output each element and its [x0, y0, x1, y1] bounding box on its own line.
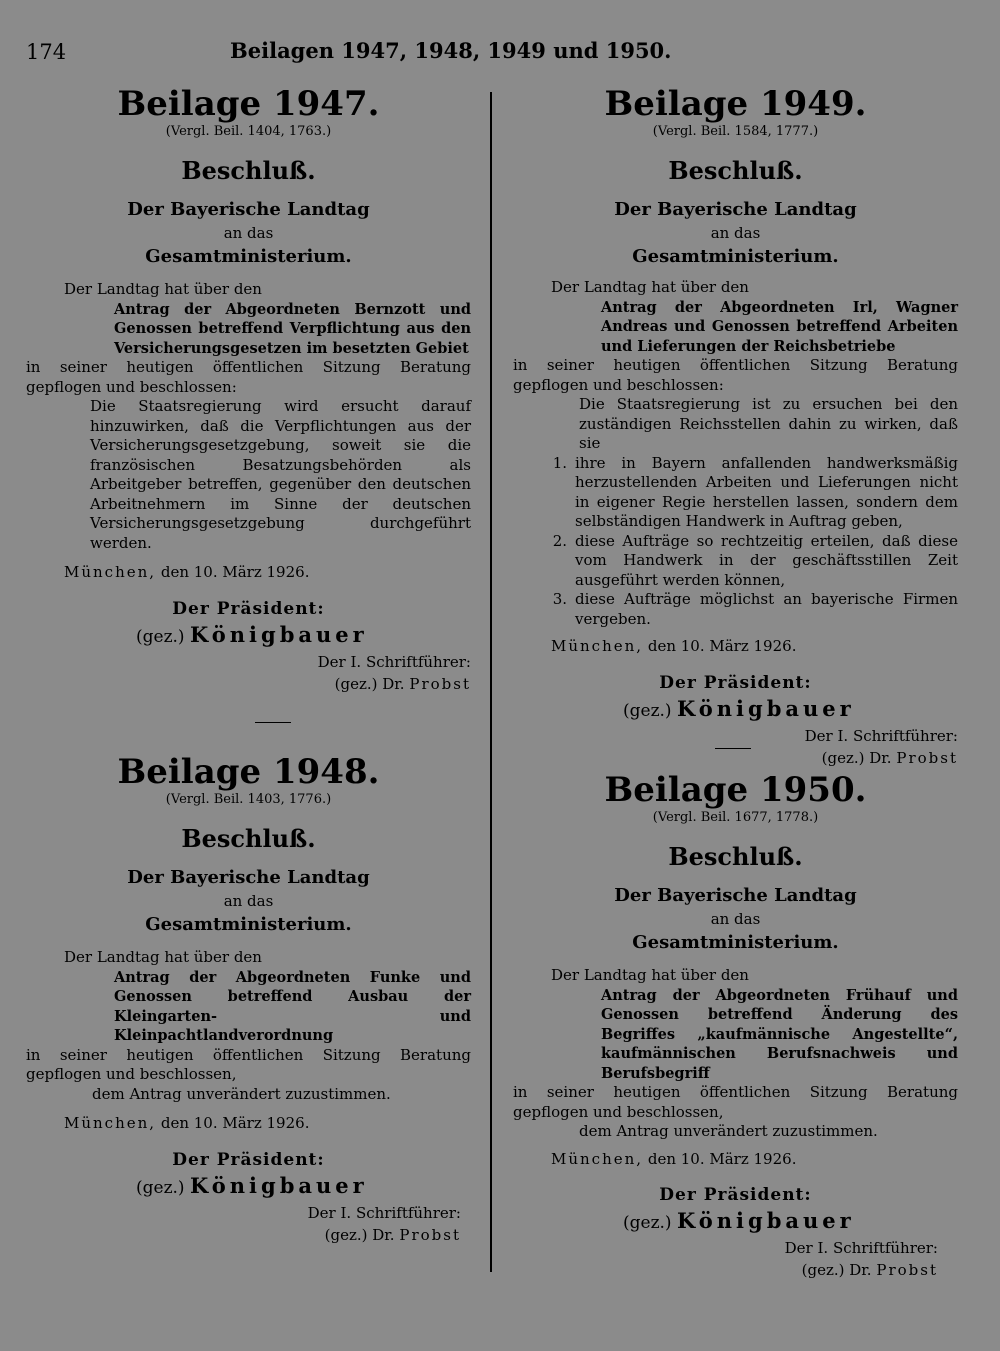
signed-mark: (gez.) [623, 1213, 672, 1233]
signed-mark: (gez.) [623, 700, 672, 721]
section-separator-left [255, 722, 291, 723]
list-item-text: diese Aufträge möglichst an bayerische Firmen vergeben. [575, 590, 958, 628]
address-connector: an das [710, 224, 761, 242]
date: den 10. März 1926. [647, 1149, 797, 1168]
running-head: Beilagen 1947, 1948, 1949 und 1950. [230, 38, 672, 63]
section-beilage-1948 [26, 752, 471, 1246]
resolution-heading: Beschluß. [181, 156, 316, 185]
signed-mark: (gez.) [136, 626, 185, 647]
address-connector: an das [710, 910, 761, 928]
addressee: Gesamtministerium. [145, 914, 352, 935]
intro-text: Der Landtag hat über den [64, 948, 262, 966]
date: den 10. März 1926. [160, 1114, 310, 1132]
addressee: Gesamtministerium. [145, 246, 352, 267]
president-name: Königbauer [676, 695, 855, 721]
president-label: Der Präsident: [172, 598, 325, 619]
intro-text: Der Landtag hat über den [64, 280, 262, 298]
list-item-number: 3. [552, 590, 567, 608]
session-text: in seiner heutigen öffentlichen Sitzung Beratung gepflogen und beschlossen, [26, 1045, 471, 1083]
section-reference: (Vergl. Beil. 1677, 1778.) [652, 810, 819, 825]
secretary-name: Probst [896, 748, 958, 767]
president-name: Königbauer [189, 621, 368, 647]
president-label: Der Präsident: [659, 672, 812, 693]
resolution-text: dem Antrag unverändert zuzustimmen. [92, 1084, 391, 1103]
list-item-text: diese Aufträge so rechtzeitig erteilen, daß diese vom Handwerk in der geschäftsstillen Zeit ausgeführt werden können, [575, 531, 958, 589]
secretary-label: Der I. Schriftführer: [307, 1203, 461, 1222]
resolution-text: dem Antrag unverändert zuzustimmen. [579, 1122, 878, 1140]
section-reference: (Vergl. Beil. 1404, 1763.) [165, 124, 332, 139]
list-item [543, 590, 958, 629]
place: München, [64, 1114, 157, 1132]
page-number: 174 [26, 40, 67, 64]
resolution-heading: Beschluß. [668, 842, 803, 871]
addressor: Der Bayerische Landtag [127, 199, 370, 220]
secretary-label: Der I. Schriftführer: [784, 1239, 938, 1257]
president-name: Königbauer [189, 1172, 368, 1198]
address-connector: an das [223, 224, 274, 242]
list-item-text: ihre in Bayern anfallenden handwerksmäßig herzustellenden Arbeiten und Lieferungen nicht in eigener Regie herstellen lassen, sondern dem selbständigen Handwerk in Auftrag geben, [575, 453, 958, 530]
section-reference: (Vergl. Beil. 1403, 1776.) [165, 792, 332, 807]
addressee: Gesamtministerium. [632, 246, 839, 267]
place: München, [551, 637, 644, 655]
resolution-text: Die Staatsregierung ist zu ersuchen bei den zuständigen Reichsstellen dahin zu wirken, daß sie [579, 395, 958, 452]
resolution-text: Die Staatsregierung wird ersucht darauf hinzuwirken, daß die Verpflichtungen aus der Versicherungsgesetzgebung, soweit sie die französischen Besatzungsbehörden als Arbeitgeber betreffen, gegenüber den deutschen Arbeitnehmern im Sinne der deutschen Versicherungsgesetzgebung durchgeführt werden. [90, 397, 471, 552]
list-item [543, 454, 958, 532]
date: den 10. März 1926. [647, 637, 797, 655]
president-name: Königbauer [676, 1208, 855, 1233]
session-text: in seiner heutigen öffentlichen Sitzung Beratung gepflogen und beschlossen, [513, 1083, 958, 1121]
column-divider [490, 92, 492, 1272]
addressor: Der Bayerische Landtag [614, 199, 857, 220]
section-title: Beilage 1950. [604, 770, 867, 810]
motion-text: Antrag der Abgeordneten Frühauf und Genossen betreffend Änderung des Begriffes „kaufmännische Angestellte“, kaufmännischen Berufsnachweis und Berufsbegriff [601, 986, 958, 1082]
address-connector: an das [223, 892, 274, 910]
motion-text: Antrag der Abgeordneten Bernzott und Genossen betreffend Verpflichtung aus den Versicherungsgesetzen im besetzten Gebiet [114, 300, 471, 357]
place: München, [551, 1149, 644, 1168]
intro-text: Der Landtag hat über den [551, 278, 749, 296]
section-beilage-1950 [513, 770, 958, 1281]
secretary-label: Der I. Schriftführer: [804, 726, 958, 745]
resolution-heading: Beschluß. [668, 156, 803, 185]
addressee: Gesamtministerium. [632, 932, 839, 953]
section-title: Beilage 1948. [117, 752, 380, 792]
secretary-signed: (gez.) Dr. [821, 748, 892, 767]
secretary-label: Der I. Schriftführer: [317, 652, 471, 671]
president-label: Der Präsident: [172, 1149, 325, 1170]
session-text: in seiner heutigen öffentlichen Sitzung Beratung gepflogen und beschlossen: [513, 356, 958, 394]
motion-text: Antrag der Abgeordneten Funke und Genossen betreffend Ausbau der Kleingarten- und Kleinpachtlandverordnung [114, 968, 471, 1044]
demands-list [513, 454, 958, 630]
addressor: Der Bayerische Landtag [127, 867, 370, 888]
secretary-signed: (gez.) Dr. [324, 1225, 395, 1244]
list-item-number: 2. [552, 531, 567, 550]
secretary-name: Probst [399, 1225, 461, 1244]
intro-text: Der Landtag hat über den [551, 966, 749, 984]
section-beilage-1949 [513, 84, 958, 769]
secretary-name: Probst [876, 1261, 938, 1279]
secretary-signed: (gez.) Dr. [801, 1261, 872, 1279]
place: München, [64, 563, 157, 581]
section-title: Beilage 1949. [604, 84, 867, 124]
section-reference: (Vergl. Beil. 1584, 1777.) [652, 124, 819, 139]
president-label: Der Präsident: [659, 1185, 812, 1205]
session-text: in seiner heutigen öffentlichen Sitzung Beratung gepflogen und beschlossen: [26, 358, 471, 396]
section-beilage-1947 [26, 84, 471, 695]
section-title: Beilage 1947. [117, 84, 380, 124]
date: den 10. März 1926. [160, 563, 310, 581]
secretary-signed: (gez.) Dr. [334, 674, 405, 693]
motion-text: Antrag der Abgeordneten Irl, Wagner Andreas und Genossen betreffend Arbeiten und Lieferungen der Reichsbetriebe [601, 298, 958, 355]
addressor: Der Bayerische Landtag [614, 885, 857, 906]
signed-mark: (gez.) [136, 1177, 185, 1198]
resolution-heading: Beschluß. [181, 824, 316, 853]
list-item-number: 1. [552, 453, 567, 472]
secretary-name: Probst [409, 674, 471, 693]
list-item [543, 532, 958, 591]
